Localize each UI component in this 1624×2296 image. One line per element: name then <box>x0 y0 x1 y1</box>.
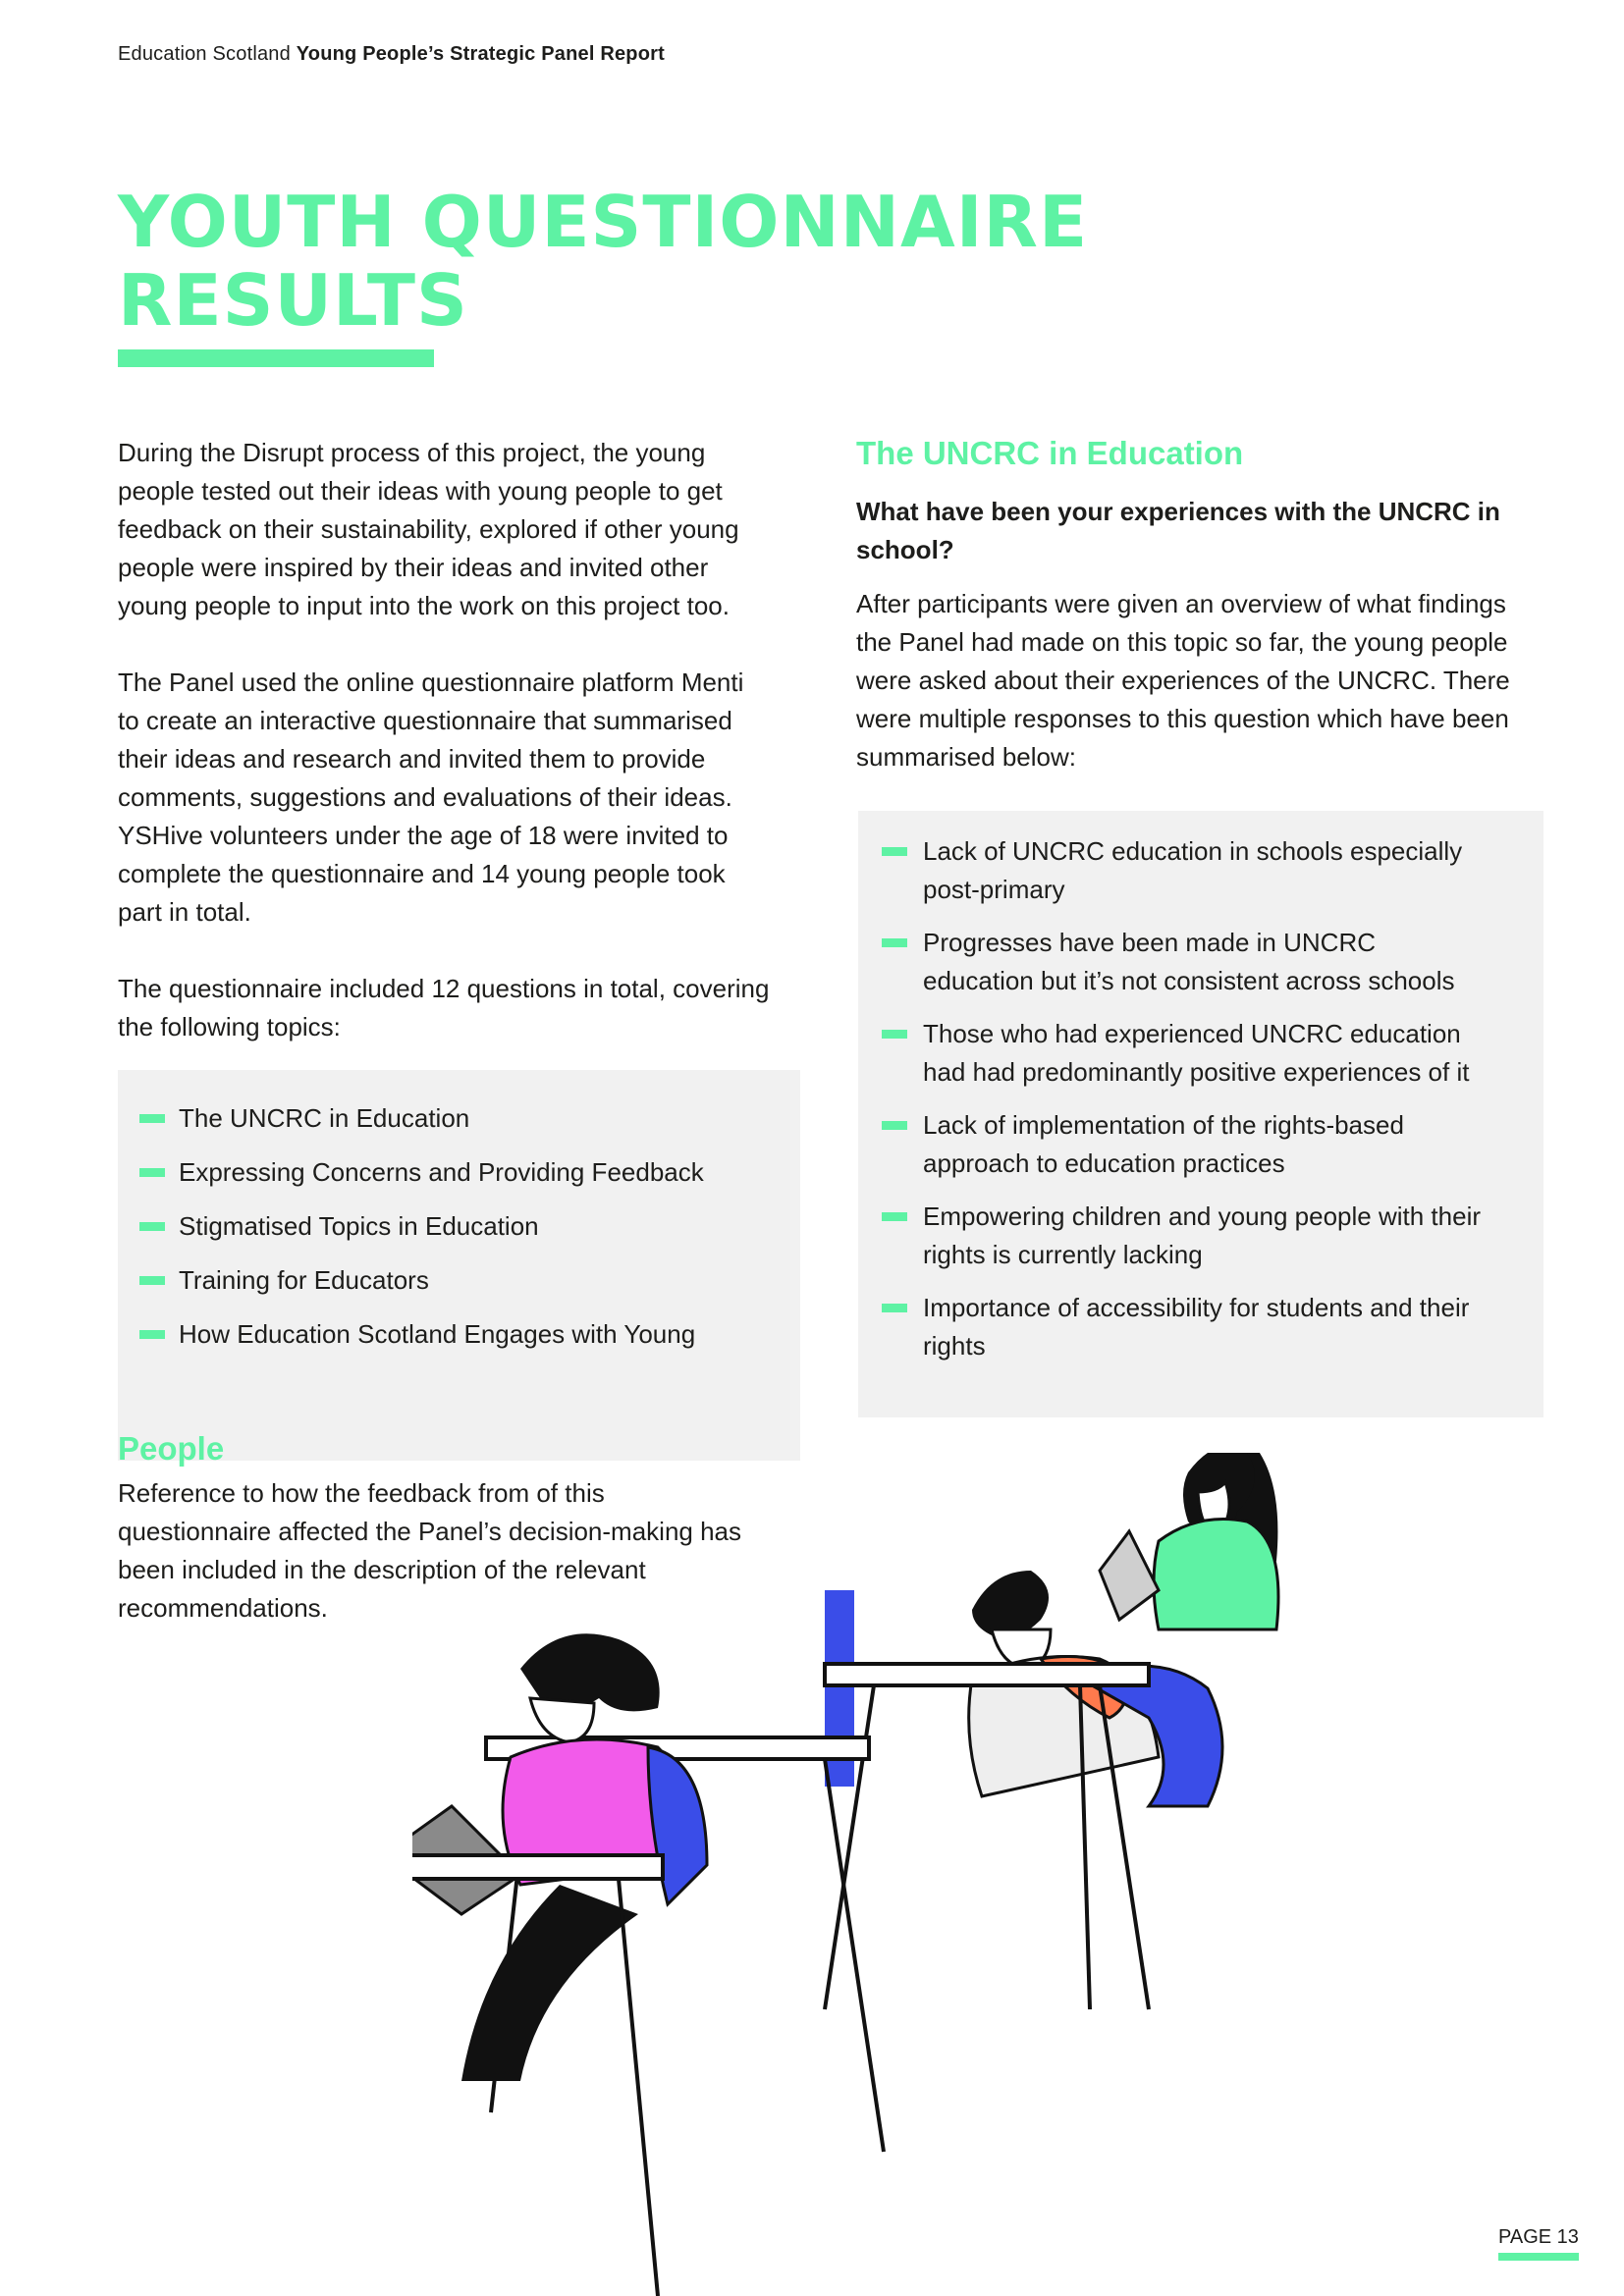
bullet-dash-icon <box>139 1330 165 1339</box>
header-org: Education Scotland <box>118 43 291 65</box>
bullet-dash-icon <box>882 847 907 856</box>
header-report-title: Young People’s Strategic Panel Report <box>296 43 665 65</box>
people-heading: People <box>118 1430 225 1467</box>
bullet-dash-icon <box>882 1121 907 1130</box>
list-item: Lack of UNCRC education in schools especially post-primary <box>858 832 1492 909</box>
list-item: Expressing Concerns and Providing Feedback <box>118 1153 800 1192</box>
list-item: Lack of implementation of the rights-based approach to education practices <box>858 1106 1492 1183</box>
list-item: Progresses have been made in UNCRC education but it’s not consistent across schools <box>858 924 1492 1000</box>
page-number: PAGE 13 <box>1498 2226 1579 2261</box>
people-text: Reference to how the feedback from of this questionnaire affected the Panel’s decision-making has been included in the description of the relevant recommendations. <box>118 1478 742 1623</box>
page-title-line-2: RESULTS <box>118 259 468 342</box>
responses-list <box>858 832 1543 1365</box>
bullet-dash-icon <box>139 1222 165 1231</box>
title-underline <box>118 349 434 367</box>
topics-box <box>118 1070 800 1461</box>
list-item: Importance of accessibility for students and their rights <box>858 1289 1492 1365</box>
bullet-dash-icon <box>139 1168 165 1177</box>
bullet-dash-icon <box>882 1304 907 1312</box>
bullet-dash-icon <box>882 1212 907 1221</box>
uncrc-heading: The UNCRC in Education <box>856 435 1244 471</box>
bullet-dash-icon <box>139 1114 165 1123</box>
bullet-dash-icon <box>139 1276 165 1285</box>
topics-list <box>118 1099 800 1354</box>
list-item: Stigmatised Topics in Education <box>118 1207 800 1246</box>
page-title <box>118 183 1088 340</box>
left-column <box>118 434 771 1085</box>
list-item: Empowering children and young people with their rights is currently lacking <box>858 1198 1492 1274</box>
list-item: The UNCRC in Education <box>118 1099 800 1138</box>
uncrc-intro-paragraph: After participants were given an overview of what findings the Panel had made on this topic so far, the young people were asked about their experiences of the UNCRC. There were multiple responses to this question which have been summarised below: <box>856 589 1510 772</box>
page-title-line-1: YOUTH QUESTIONNAIRE <box>118 181 1089 263</box>
list-item: Those who had experienced UNCRC education had had predominantly positive experiences of it <box>858 1015 1492 1092</box>
menti-paragraph: The Panel used the online questionnaire platform Menti to create an interactive questionnaire that summarised their ideas and research and invited them to provide comments, suggestions and evaluations of their ideas. YSHive volunteers under the age of 18 were invited to complete the questionnaire and 14 young people took part in total. <box>118 667 744 927</box>
list-item: Training for Educators <box>118 1261 800 1300</box>
running-header <box>118 43 665 66</box>
right-column <box>856 434 1543 815</box>
bullet-dash-icon <box>882 1030 907 1039</box>
students-at-desks-illustration <box>412 1453 1532 2296</box>
intro-paragraph: During the Disrupt process of this project, the young people tested out their ideas with young people to get feedback on their sustainability, explored if other young people were inspired by their ideas and invited other young people to input into the work on this project too. <box>118 438 739 620</box>
question-text: What have been your experiences with the UNCRC in school? <box>856 497 1500 564</box>
responses-box <box>858 811 1543 1417</box>
topics-intro-paragraph: The questionnaire included 12 questions in total, covering the following topics: <box>118 974 770 1041</box>
bullet-dash-icon <box>882 938 907 947</box>
list-item: How Education Scotland Engages with Young <box>118 1315 800 1354</box>
